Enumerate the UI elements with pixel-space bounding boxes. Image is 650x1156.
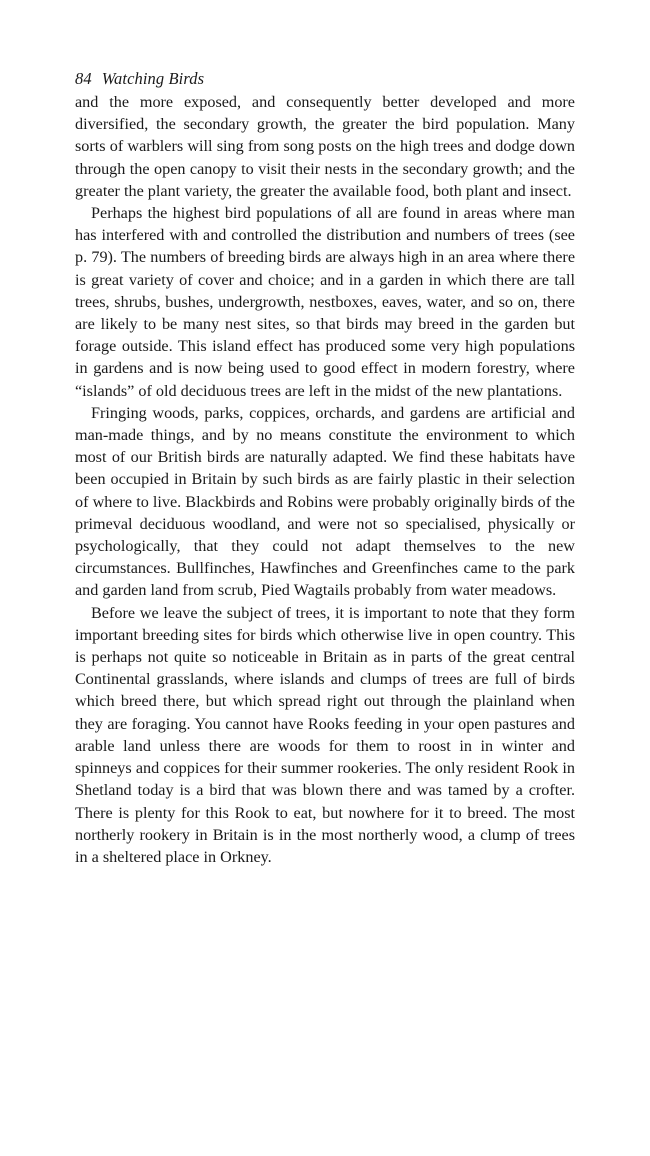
paragraph-bird-populations: Perhaps the highest bird populations of all are found in areas where man has interfered with and controlled the distribution and numbers of trees (see p. 79). The numbers of breeding birds are always high in an area where there is great variety of cover and choice; and in a garden in which there are tall trees, shrubs, bushes, undergrowth, nestboxes, eaves, water, and so on, there are likely to be many nest sites, so that birds may breed in the garden but forage outside. This island effect has produced some very high populations in gardens and is now being used to good effect in modern forestry, where “islands” of old deciduous trees are left in the midst of the new plantations. <box>75 204 575 400</box>
running-title: Watching Birds <box>101 69 205 88</box>
body-text <box>75 91 575 868</box>
book-page <box>75 68 575 868</box>
running-head <box>75 68 575 90</box>
page-number: 84 <box>75 69 92 88</box>
paragraph-continuation: and the more exposed, and consequently better developed and more diversified, the secondary growth, the greater the bird population. Many sorts of warblers will sing from song posts on the high trees and dodge down through the open canopy to visit their nests in the secondary growth; and the greater the plant variety, the greater the available food, both plant and insect. <box>75 93 575 200</box>
paragraph-breeding-sites: Before we leave the subject of trees, it is important to note that they form important breeding sites for birds which otherwise live in open country. This is perhaps not quite so noticeable in Britain as in parts of the great central Continental grasslands, where islands and clumps of trees are full of birds which breed there, but which spread right out through the plainland when they are foraging. You cannot have Rooks feeding in your open pastures and arable land unless there are woods for them to roost in in winter and spinneys and coppices for their summer rookeries. The only resident Rook in Shetland today is a bird that was blown there and was tamed by a crofter. There is plenty for this Rook to eat, but nowhere for it to breed. The most northerly rookery in Britain is in the most northerly wood, a clump of trees in a sheltered place in Orkney. <box>75 603 575 866</box>
paragraph-fringing-woods: Fringing woods, parks, coppices, orchards, and gardens are artificial and man-made things, and by no means constitute the environment to which most of our British birds are naturally adapted. We find these habitats have been occupied in Britain by such birds as are fairly plastic in their selection of where to live. Blackbirds and Robins were probably originally birds of the primeval deciduous woodland, and were not so specialised, physically or psychologically, that they could not adapt themselves to the new circumstances. Bullfinches, Hawfinches and Greenfinches came to the park and garden land from scrub, Pied Wagtails probably from water meadows. <box>75 403 575 600</box>
